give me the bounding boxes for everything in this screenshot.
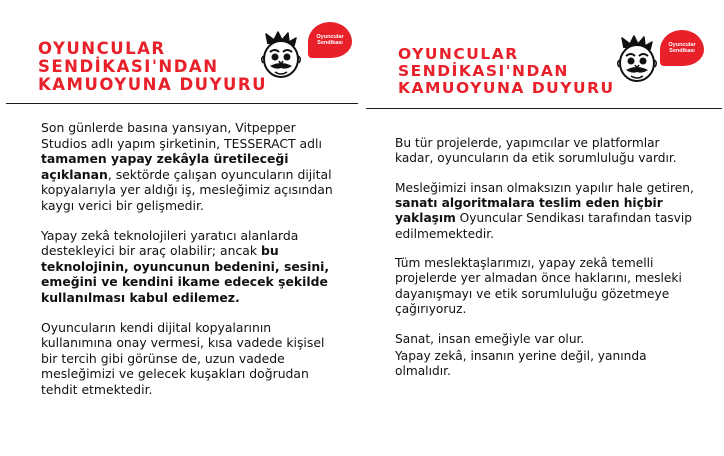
emphasis-text: bu teknolojinin, oyuncunun bedenini, sesini, emeğini ve kendini ikame edecek şekilde kullanılması kabul edilemez. — [41, 243, 330, 305]
title-line-3: KAMUOYUNA DUYURU — [38, 75, 268, 94]
text-run: Bu tür projelerde, yapımcılar ve platformlar kadar, oyuncuların da etik sorumluluğu vardır. — [395, 136, 677, 166]
text-run: Oyuncuların kendi dijital kopyalarının kullanımına onay vermesi, kısa vadede kişisel bir tercih gibi görünse de, uzun vadede mesleğimizi ve gelecek kuşakları doğrudan tehdit etmektedir. — [41, 319, 325, 397]
body-paragraph — [395, 256, 695, 317]
body-paragraph — [395, 332, 695, 347]
title-line-2: SENDİKASI'NDAN — [38, 57, 219, 76]
title-line-3: KAMUOYUNA DUYURU — [398, 79, 615, 97]
text-run: Yapay zekâ teknolojileri yaratıcı alanlarda destekleyici bir araç olabilir; ancak — [41, 227, 299, 259]
text-run: Mesleğimizi insan olmaksızın yapılır hale getiren, — [395, 180, 694, 195]
badge-line-1: Oyuncular — [668, 41, 696, 48]
title-line-2: SENDİKASI'NDAN — [398, 62, 569, 80]
divider — [366, 108, 722, 109]
text-run: Oyuncular Sendikası tarafından tasvip edilmemektedir. — [395, 211, 692, 241]
text-run: Sanat, insan emeğiyle var olur. — [395, 331, 585, 346]
body-paragraph — [41, 120, 333, 214]
announcement-title — [38, 40, 267, 94]
union-logo-badge — [308, 22, 352, 58]
right-announcement-panel — [362, 0, 724, 456]
badge-line-2: Sendikası — [317, 40, 343, 46]
text-run: Tüm meslektaşlarımızı, yapay zekâ temelli projelerde yer almadan önce haklarını, mesleki dayanışmayı ve etik sorumluluğu gözetmeye çağırıyoruz. — [395, 256, 682, 316]
badge-line-2: Sendikası — [669, 48, 695, 54]
body-paragraph — [395, 181, 695, 242]
emphasis-text: sanatı algoritmalara teslim eden hiçbir yaklaşım — [395, 196, 663, 226]
announcement-body — [41, 120, 333, 412]
text-run: Yapay zekâ, insanın yerine değil, yanında olmalıdır. — [395, 348, 647, 378]
text-run: Son günlerde basına yansıyan, Vitpepper Studios adlı yapım şirketinin, TESSERACT adlı — [41, 120, 322, 151]
body-paragraph — [395, 349, 695, 379]
title-line-1: OYUNCULAR — [398, 45, 519, 63]
cartoon-face-icon — [612, 34, 662, 86]
title-line-1: OYUNCULAR — [38, 39, 166, 58]
announcement-body — [395, 136, 695, 394]
body-paragraph — [41, 320, 333, 398]
body-paragraph — [41, 228, 333, 306]
union-logo-badge — [660, 30, 704, 66]
cartoon-face-icon — [256, 30, 306, 82]
badge-line-1: Oyuncular — [316, 33, 344, 40]
text-run: , sektörde çalışan oyuncuların dijital kopyalarıyla yer aldığı iş, mesleğimiz açısından kaygı verici bir gelişmedir. — [41, 166, 333, 213]
announcement-title — [398, 46, 615, 97]
emphasis-text: tamamen yapay zekâyla üretileceği açıklanan — [41, 151, 289, 182]
body-paragraph — [395, 136, 695, 166]
divider — [6, 103, 358, 104]
